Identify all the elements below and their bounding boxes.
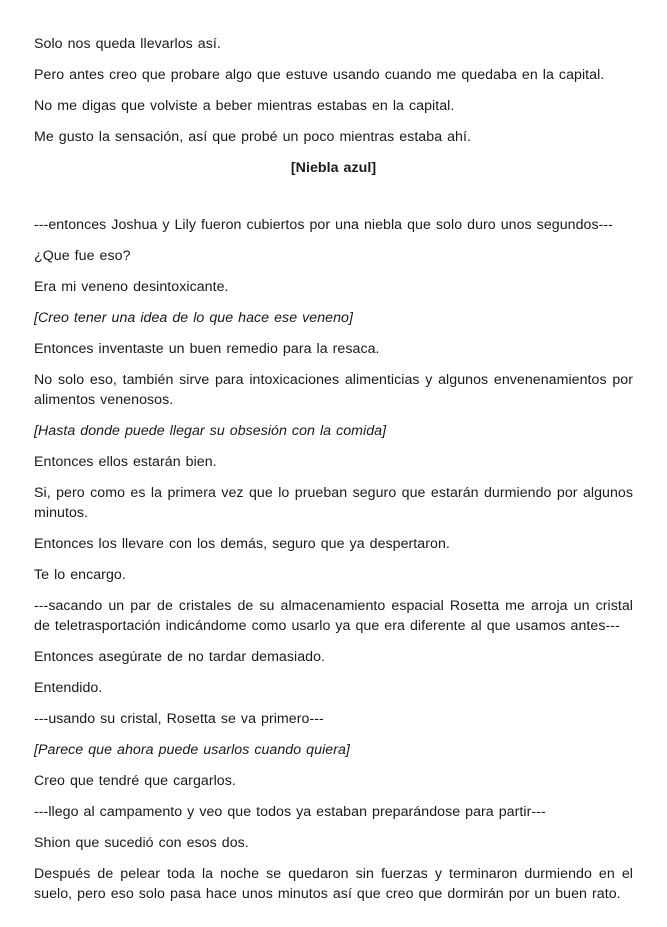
paragraph: Te lo encargo. (34, 567, 126, 583)
paragraph: ¿Que fue eso? (34, 248, 131, 264)
paragraph: Después de pelear toda la noche se quedaron sin fuerzas y terminaron durmiendo en el suelo, pero eso solo pasa hace unos minutos así que creo que dormirán por un buen rato. (34, 866, 633, 902)
paragraph: Entonces inventaste un buen remedio para la resaca. (34, 341, 380, 357)
paragraph: Entonces ellos estarán bien. (34, 454, 217, 470)
paragraph: Pero antes creo que probare algo que estuve usando cuando me quedaba en la capital. (34, 67, 605, 83)
paragraph: No solo eso, también sirve para intoxicaciones alimenticias y algunos envenenamientos por alimentos venenosos. (34, 372, 633, 408)
blank-line (34, 178, 633, 215)
thought-paragraph: [Creo tener una idea de lo que hace ese veneno] (34, 310, 353, 326)
paragraph: ---usando su cristal, Rosetta se va primero--- (34, 711, 324, 727)
paragraph: ---sacando un par de cristales de su almacenamiento espacial Rosetta me arroja un cristal de teletrasportación indicándome como usarlo ya que era diferente al que usamos antes--- (34, 598, 633, 634)
paragraph: Entendido. (34, 680, 103, 696)
paragraph: Me gusto la sensación, así que probé un poco mientras estaba ahí. (34, 129, 471, 145)
paragraph: Creo que tendré que cargarlos. (34, 773, 236, 789)
paragraph: Shion que sucedió con esos dos. (34, 835, 249, 851)
section-heading: [Niebla azul] (290, 160, 377, 176)
paragraph: ---entonces Joshua y Lily fueron cubiertos por una niebla que solo duro unos segundos--- (34, 217, 613, 233)
paragraph: Era mi veneno desintoxicante. (34, 279, 229, 295)
thought-paragraph: [Hasta donde puede llegar su obsesión con la comida] (34, 423, 387, 439)
paragraph: Si, pero como es la primera vez que lo prueban seguro que estarán durmiendo por algunos minutos. (34, 485, 633, 521)
paragraph: Solo nos queda llevarlos así. (34, 36, 221, 52)
paragraph: ---llego al campamento y veo que todos ya estaban preparándose para partir--- (34, 804, 546, 820)
paragraph: No me digas que volviste a beber mientras estabas en la capital. (34, 98, 455, 114)
paragraph: Entonces asegúrate de no tardar demasiado. (34, 649, 326, 665)
thought-paragraph: [Parece que ahora puede usarlos cuando quiera] (34, 742, 350, 758)
paragraph: Entonces los llevare con los demás, seguro que ya despertaron. (34, 536, 450, 552)
